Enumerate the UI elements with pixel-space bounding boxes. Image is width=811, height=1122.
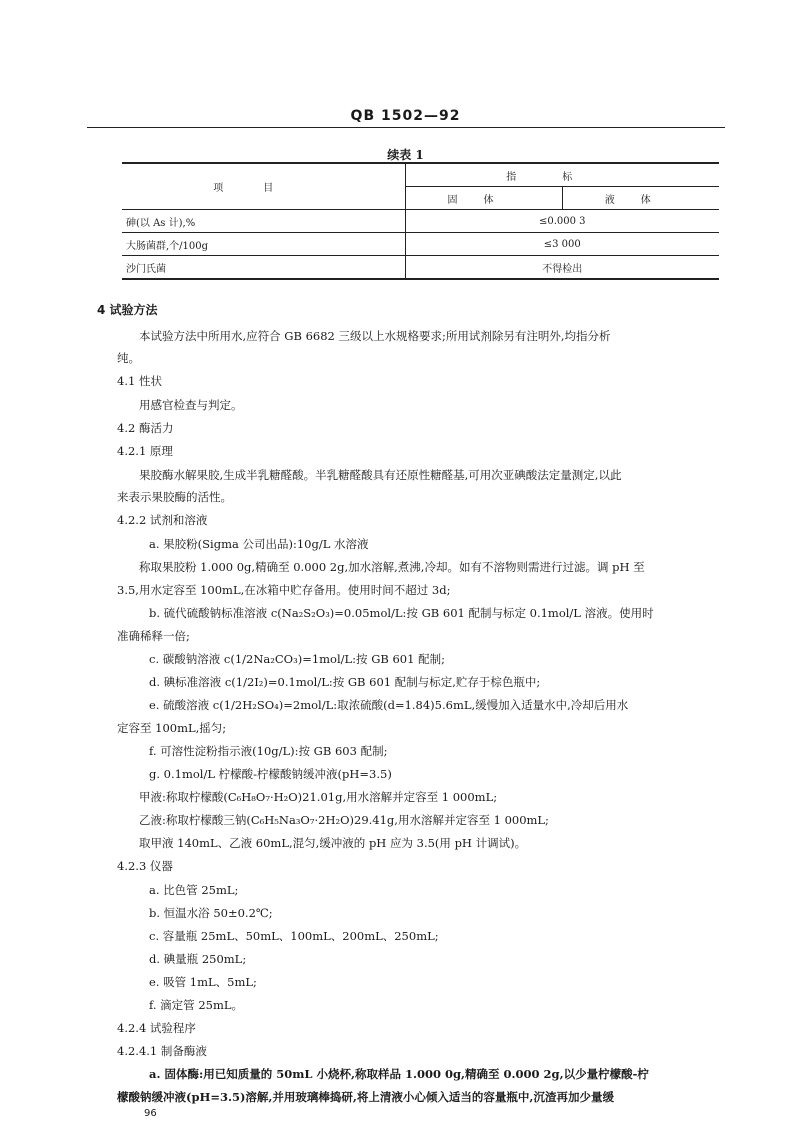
subsection-heading: 4.2.2 试剂和溶液	[117, 513, 208, 527]
header-rule	[87, 127, 725, 128]
paragraph-line: 准确稀释一倍;	[117, 629, 190, 643]
paragraph-line: 来表示果胶酶的活性。	[117, 490, 232, 504]
table-row	[122, 233, 719, 256]
list-item: a. 比色管 25mL;	[149, 883, 239, 897]
list-item: b. 硫代硫酸钠标准溶液 c(Na₂S₂O₃)=0.05mol/L:按 GB 601 配制与标定 0.1mol/L 溶液。使用时	[149, 606, 654, 620]
header-liquid: 液体	[562, 187, 719, 210]
paragraph-line: 乙液:称取柠檬酸三钠(C₆H₅Na₃O₇·2H₂O)29.41g,用水溶解并定容至 1 000mL;	[139, 813, 549, 827]
list-item: a. 果胶粉(Sigma 公司出品):10g/L 水溶液	[149, 537, 369, 551]
row-value: ≤0.000 3	[405, 210, 719, 233]
list-item: f. 可溶性淀粉指示液(10g/L):按 GB 603 配制;	[149, 744, 388, 758]
paragraph-line: 纯。	[117, 351, 140, 365]
row-value: ≤3 000	[405, 233, 719, 256]
table-row	[122, 210, 719, 233]
list-item: d. 碘标准溶液 c(1/2I₂)=0.1mol/L:按 GB 601 配制与标定,贮存于棕色瓶中;	[149, 675, 541, 689]
paragraph-line: 定容至 100mL,摇匀;	[117, 721, 227, 735]
subsection-heading: 4.2 酶活力	[117, 421, 174, 435]
header-solid: 固体	[405, 187, 562, 210]
spec-table	[122, 162, 719, 280]
list-item: c. 碳酸钠溶液 c(1/2Na₂CO₃)=1mol/L:按 GB 601 配制;	[149, 652, 445, 666]
list-item: c. 容量瓶 25mL、50mL、100mL、200mL、250mL;	[149, 929, 439, 943]
list-item: d. 碘量瓶 250mL;	[149, 952, 247, 966]
row-item: 大肠菌群,个/100g	[122, 233, 405, 256]
row-item: 砷(以 As 计),%	[122, 210, 405, 233]
paragraph-line: 用感官检查与判定。	[139, 398, 243, 412]
paragraph-line: 檬酸钠缓冲液(pH=3.5)溶解,并用玻璃棒捣研,将上清液小心倾入适当的容量瓶中,沉渣再加少量缓	[117, 1090, 614, 1104]
paragraph-line: 甲液:称取柠檬酸(C₆H₈O₇·H₂O)21.01g,用水溶解并定容至 1 000mL;	[139, 790, 498, 804]
paragraph-line: 果胶酶水解果胶,生成半乳糖醛酸。半乳糖醛酸具有还原性糖醛基,可用次亚碘酸法定量测定,以此	[139, 468, 622, 482]
list-item: e. 硫酸溶液 c(1/2H₂SO₄)=2mol/L:取浓硫酸(d=1.84)5.6mL,缓慢加入适量水中,冷却后用水	[149, 698, 629, 712]
standard-code: QB 1502—92	[350, 108, 461, 124]
header-indicator: 指标	[405, 163, 719, 187]
list-item: b. 恒温水浴 50±0.2℃;	[149, 906, 273, 920]
subsection-heading: 4.2.3 仪器	[117, 859, 173, 873]
subsection-heading: 4.1 性状	[117, 374, 162, 388]
subsection-heading: 4.2.4.1 制备酶液	[117, 1044, 207, 1058]
list-item: f. 滴定管 25mL。	[149, 998, 243, 1012]
row-item: 沙门氏菌	[122, 256, 405, 280]
list-item: e. 吸管 1mL、5mL;	[149, 975, 257, 989]
table-row	[122, 256, 719, 280]
header-item: 项目	[122, 163, 405, 210]
list-item: a. 固体酶:用已知质量的 50mL 小烧杯,称取样品 1.000 0g,精确至 0.000 2g,以少量柠檬酸-柠	[149, 1067, 649, 1081]
row-value: 不得检出	[405, 256, 719, 280]
subsection-heading: 4.2.4 试验程序	[117, 1021, 196, 1035]
page-number: 96	[144, 1108, 157, 1119]
paragraph-line: 3.5,用水定容至 100mL,在冰箱中贮存备用。使用时间不超过 3d;	[117, 583, 451, 597]
section-heading: 4 试验方法	[97, 303, 158, 317]
paragraph-line: 取甲液 140mL、乙液 60mL,混匀,缓冲液的 pH 应为 3.5(用 pH 计调试)。	[139, 836, 527, 850]
paragraph-line: 称取果胶粉 1.000 0g,精确至 0.000 2g,加水溶解,煮沸,冷却。如有不溶物则需进行过滤。调 pH 至	[139, 560, 645, 574]
table-header-row	[122, 163, 719, 187]
list-item: g. 0.1mol/L 柠檬酸-柠檬酸钠缓冲液(pH=3.5)	[149, 767, 392, 781]
subsection-heading: 4.2.1 原理	[117, 444, 173, 458]
table-caption: 续表 1	[387, 148, 424, 162]
paragraph-line: 本试验方法中所用水,应符合 GB 6682 三级以上水规格要求;所用试剂除另有注明外,均指分析	[139, 329, 611, 343]
